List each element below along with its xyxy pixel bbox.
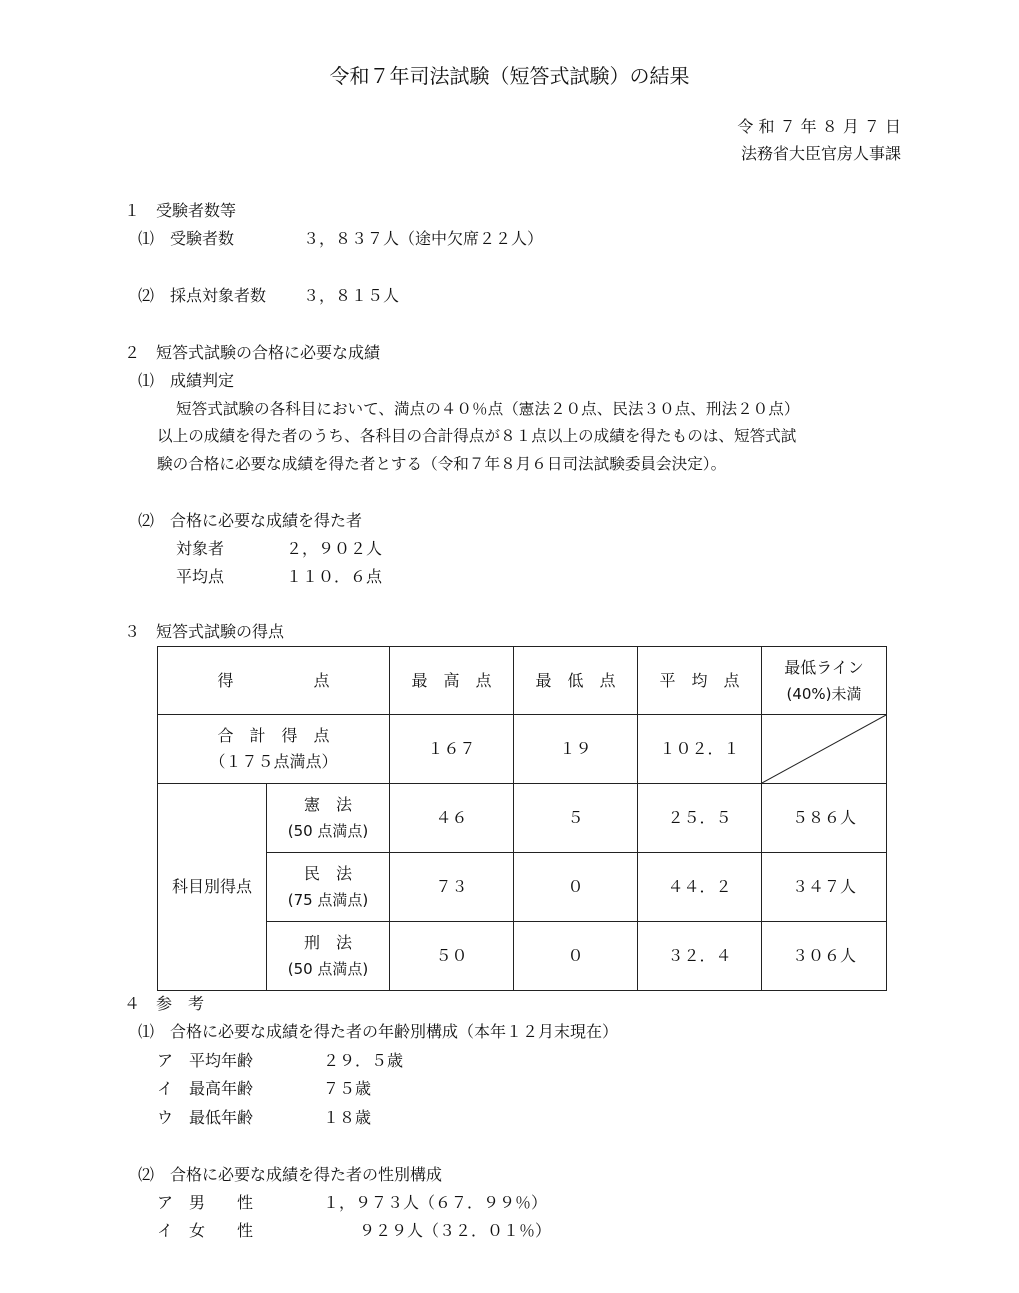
section-2-heading: ２ 短答式試験の合格に必要な成績	[124, 343, 381, 362]
gender-label: ア 男 性	[157, 1193, 254, 1212]
total-label	[158, 715, 390, 784]
subject-min: ０	[514, 853, 638, 922]
judgment-paragraph-line-1: 短答式試験の各科目において、満点の４０％点（憲法２０点、民法３０点、刑法２０点）	[176, 400, 800, 418]
subject-name	[267, 784, 390, 853]
header-max: 最 高 点	[390, 647, 514, 715]
table-header-row	[158, 647, 887, 715]
header-min-line-1: 最低ライン	[784, 657, 864, 677]
total-min-line-empty	[762, 715, 887, 784]
average-value: １１０．６点	[286, 567, 383, 586]
total-label-line-1: 合 計 得 点	[217, 726, 330, 745]
subject-group-label: 科目別得点	[158, 784, 267, 991]
age-value: ７５歳	[323, 1079, 372, 1098]
subject-name	[267, 853, 390, 922]
header-min-line	[762, 647, 887, 715]
header-avg: 平 均 点	[638, 647, 762, 715]
average-label: 平均点	[176, 567, 225, 586]
subject-max: ５０	[390, 922, 514, 991]
examinee-count-value: ３，８３７人（途中欠席２２人）	[303, 229, 544, 248]
subject-name-label: 憲 法	[304, 795, 353, 814]
subject-full-score: (75 点満点)	[287, 891, 369, 909]
page-title: 令和７年司法試験（短答式試験）の結果	[329, 64, 690, 88]
subject-name-label: 民 法	[304, 864, 353, 883]
subject-min: ５	[514, 784, 638, 853]
gender-value: ９２９人（３２．０１％）	[359, 1221, 552, 1240]
subject-max: ４６	[390, 784, 514, 853]
header-min: 最 低 点	[514, 647, 638, 715]
table-row	[158, 784, 887, 853]
total-label-line-2: （１７５点満点）	[209, 752, 338, 771]
graded-count-label: ⑵ 採点対象者数	[138, 286, 267, 305]
age-label: ア 平均年齢	[157, 1051, 254, 1070]
subject-name-label: 刑 法	[304, 933, 353, 952]
age-value: ２９．５歳	[323, 1051, 404, 1070]
subject-below-line: ５８６人	[762, 784, 887, 853]
subject-avg: ４４．２	[638, 853, 762, 922]
table-row-total	[158, 715, 887, 784]
judgment-heading: ⑴ 成績判定	[138, 371, 235, 390]
table-row	[158, 853, 887, 922]
subject-avg: ３２．４	[638, 922, 762, 991]
judgment-paragraph-line-2: 以上の成績を得た者のうち、各科目の合計得点が８１点以上の成績を得たものは、短答式試	[157, 427, 797, 445]
subject-avg: ２５．５	[638, 784, 762, 853]
section-4-heading: ４ 参 考	[124, 994, 205, 1013]
judgment-paragraph-line-3: 験の合格に必要な成績を得た者とする（令和７年８月６日司法試験委員会決定）。	[157, 455, 727, 473]
issuer: 法務省大臣官房人事課	[740, 144, 901, 163]
diagonal-slash	[762, 715, 886, 783]
subject-below-line: ３４７人	[762, 853, 887, 922]
gender-value: １，９７３人（６７．９９％）	[323, 1193, 548, 1212]
header-score: 得 点	[158, 647, 390, 715]
header-min-line-2: (40%)未満	[786, 684, 862, 703]
examinee-count-label: ⑴ 受験者数	[138, 229, 235, 248]
issue-date: 令 和 ７ 年 ８ 月 ７ 日	[737, 117, 901, 136]
age-label: イ 最高年齢	[157, 1079, 254, 1098]
total-min: １９	[514, 715, 638, 784]
target-label: 対象者	[176, 539, 225, 558]
gender-label: イ 女 性	[157, 1221, 254, 1240]
target-value: ２，９０２人	[286, 539, 383, 558]
total-avg: １０２．１	[638, 715, 762, 784]
section-1-heading: １ 受験者数等	[124, 201, 237, 220]
age-value: １８歳	[323, 1108, 372, 1127]
table-row	[158, 922, 887, 991]
age-label: ウ 最低年齢	[157, 1108, 254, 1127]
gender-heading: ⑵ 合格に必要な成績を得た者の性別構成	[138, 1165, 443, 1184]
passers-heading: ⑵ 合格に必要な成績を得た者	[138, 511, 363, 530]
score-table	[157, 646, 887, 991]
subject-below-line: ３０６人	[762, 922, 887, 991]
graded-count-value: ３，８１５人	[303, 286, 400, 305]
age-heading: ⑴ 合格に必要な成績を得た者の年齢別構成（本年１２月末現在）	[138, 1022, 619, 1041]
total-max: １６７	[390, 715, 514, 784]
subject-min: ０	[514, 922, 638, 991]
subject-name	[267, 922, 390, 991]
section-3-heading: ３ 短答式試験の得点	[124, 622, 285, 641]
subject-full-score: (50 点満点)	[287, 822, 369, 840]
subject-max: ７３	[390, 853, 514, 922]
subject-full-score: (50 点満点)	[287, 960, 369, 978]
